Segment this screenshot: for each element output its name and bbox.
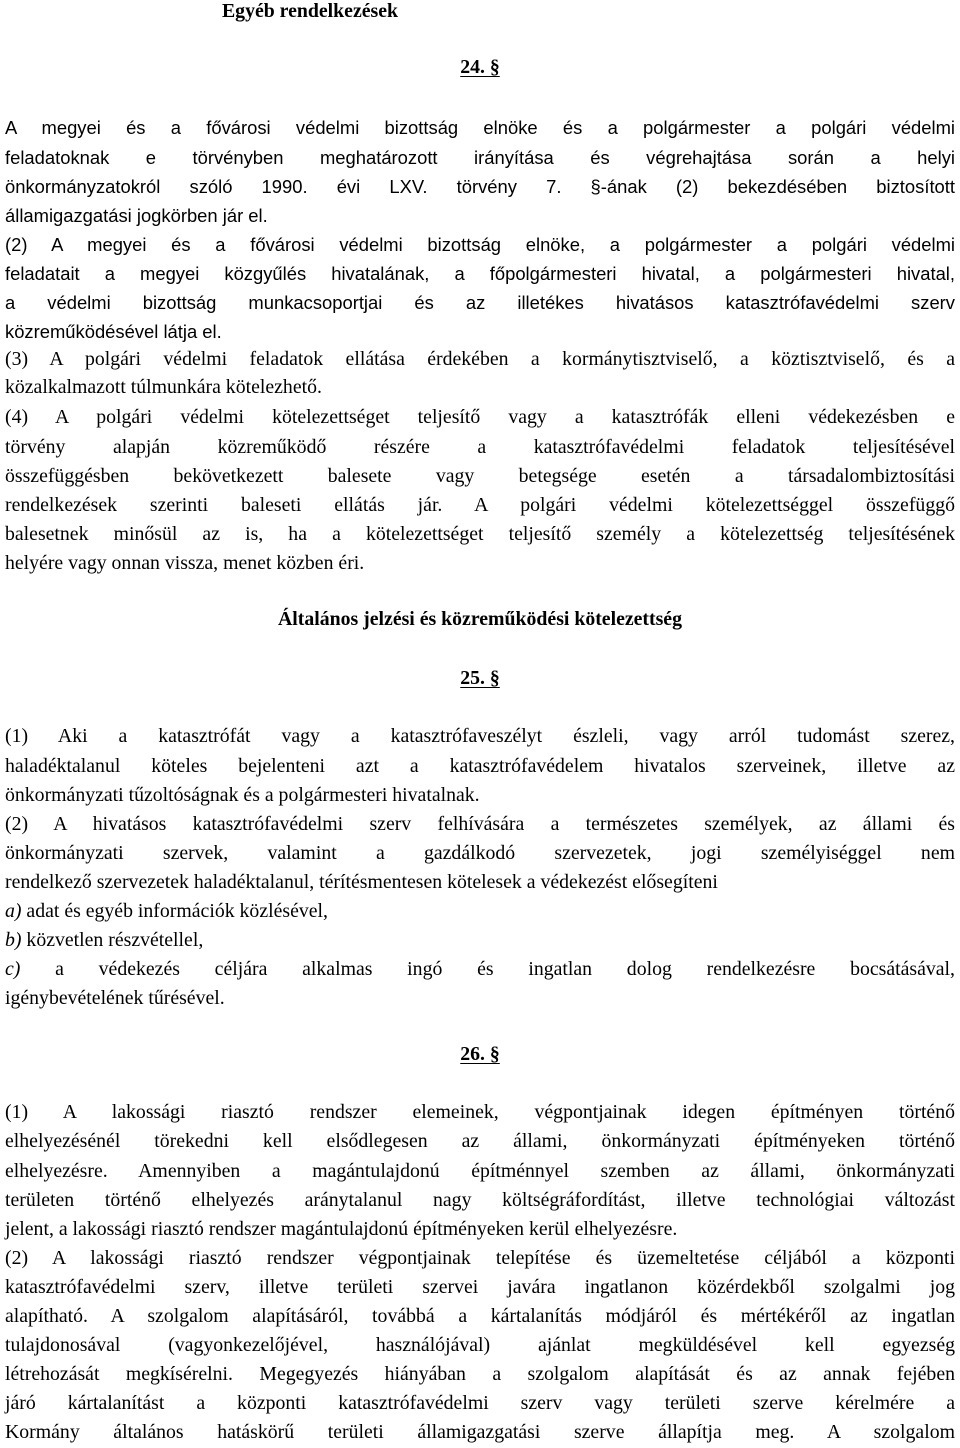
paragraph-line: törvény alapján közreműködő részére a katasztrófavédelmi feladatok teljesítésével <box>5 436 955 458</box>
list-marker: b) <box>5 929 22 951</box>
paragraph-line: haladéktalanul köteles bejelenteni azt a katasztrófavédelem hivatalos szerveinek, illetve az <box>5 755 955 777</box>
paragraph-line: elhelyezésre. Amennyiben a magántulajdonú építménnyel szemben az állami, önkormányzati <box>5 1160 955 1182</box>
paragraph-line: járó kártalanítást a központi katasztrófavédelmi szerv vagy területi szerve kérelmére a <box>5 1392 955 1414</box>
list-item-a <box>5 897 955 926</box>
paragraph-line: közreműködésével látja el. <box>5 321 222 342</box>
paragraph-line: rendelkezések szerinti baleseti ellátás jár. A polgári védelmi kötelezettséggel összefüggő <box>5 494 955 516</box>
paragraph-line: helyére vagy onnan vissza, menet közben éri. <box>5 552 365 574</box>
list-marker: a) <box>5 900 22 922</box>
section-heading-other-provisions: Egyéb rendelkezések <box>221 0 398 22</box>
paragraph-line: összefüggésben bekövetkezett balesete vagy betegsége esetén a társadalombiztosítási <box>5 465 955 487</box>
paragraph-line: tulajdonosával (vagyonkezelőjével, használójával) ajánlat megküldésével kell egyezség <box>5 1334 955 1356</box>
list-item-text: közvetlen részvétellel, <box>21 929 204 951</box>
section-number-26: 26. § <box>460 1043 500 1065</box>
paragraph-line: katasztrófavédelmi szerv, illetve területi szervei javára ingatlanon közérdekből szolgalmi jog <box>5 1276 955 1298</box>
list-item-text: adat és egyéb információk közlésével, <box>21 900 328 922</box>
paragraph-line: önkormányzatokról szóló 1990. évi LXV. törvény 7. §-ának (2) bekezdésében biztosított <box>5 176 955 197</box>
paragraph-line: (1) A lakossági riasztó rendszer elemeinek, végpontjainak idegen építményen történő <box>5 1101 955 1123</box>
paragraph-line: A megyei és a fővárosi védelmi bizottság elnöke és a polgármester a polgári védelmi <box>5 117 955 138</box>
paragraph-line: önkormányzati szervek, valamint a gazdálkodó szervezetek, jogi személyiséggel nem <box>5 842 955 864</box>
paragraph-line: önkormányzati tűzoltóságnak és a polgármesteri hivatalnak. <box>5 784 480 806</box>
paragraph-line: Kormány általános hatáskörű területi államigazgatási szerve állapítja meg. A szolgalom <box>5 1421 955 1443</box>
paragraph-line: feladatait a megyei közgyűlés hivatalának, a főpolgármesteri hivatal, a polgármesteri hivatal, <box>5 263 955 284</box>
section-number-25: 25. § <box>460 667 500 689</box>
paragraph-line: a védelmi bizottság munkacsoportjai és az illetékes hivatásos katasztrófavédelmi szerv <box>5 292 955 313</box>
paragraph-line: államigazgatási jogkörben jár el. <box>5 205 268 226</box>
paragraph-line: (4) A polgári védelmi kötelezettséget teljesítő vagy a katasztrófák elleni védekezésben e <box>5 406 955 428</box>
paragraph-line: (3) A polgári védelmi feladatok ellátása érdekében a kormánytisztviselő, a köztisztviselő, és a <box>5 348 955 370</box>
paragraph-line: területen történő elhelyezés aránytalanul nagy költségráfordítást, illetve technológiai változást <box>5 1189 955 1211</box>
paragraph-line: (2) A megyei és a fővárosi védelmi bizottság elnöke, a polgármester a polgári védelmi <box>5 234 955 255</box>
section-heading-reporting-obligation: Általános jelzési és közreműködési kötelezettség <box>278 608 682 630</box>
paragraph-line: igénybevételének tűrésével. <box>5 987 225 1009</box>
paragraph-line: közalkalmazott túlmunkára kötelezhető. <box>5 376 322 398</box>
paragraph-line: létrehozását megkísérelni. Megegyezés hiányában a szolgalom alapítását és az annak fejében <box>5 1363 955 1385</box>
paragraph-line: balesetnek minősül az is, ha a kötelezettséget teljesítő személy a kötelezettség teljesítésének <box>5 523 955 545</box>
list-item-b <box>5 926 955 955</box>
list-marker: c) <box>5 958 21 980</box>
paragraph-line: elhelyezésénél törekedni kell elsődlegesen az állami, önkormányzati építményeken történő <box>5 1130 955 1152</box>
list-item-c <box>5 955 955 984</box>
paragraph-line: rendelkező szervezetek haladéktalanul, térítésmentesen kötelesek a védekezést elősegíteni <box>5 871 718 893</box>
paragraph-line: (1) Aki a katasztrófát vagy a katasztrófaveszélyt észleli, vagy arról tudomást szerez, <box>5 725 955 747</box>
paragraph-line: (2) A lakossági riasztó rendszer végpontjainak telepítése és üzemeltetése céljából a központi <box>5 1247 955 1269</box>
section-number-24: 24. § <box>460 56 500 78</box>
paragraph-line: alapítható. A szolgalom alapításáról, továbbá a kártalanítás módjáról és mértékéről az ingatlan <box>5 1305 955 1327</box>
list-item-text: a védekezés céljára alkalmas ingó és ingatlan dolog rendelkezésre bocsátásával, <box>20 958 955 980</box>
paragraph-line: (2) A hivatásos katasztrófavédelmi szerv felhívására a természetes személyek, az állami és <box>5 813 955 835</box>
paragraph-line: feladatoknak e törvényben meghatározott irányítása és végrehajtása során a helyi <box>5 147 955 168</box>
paragraph-line: jelent, a lakossági riasztó rendszer magántulajdonú építményeken kerül elhelyezésre. <box>5 1218 678 1240</box>
